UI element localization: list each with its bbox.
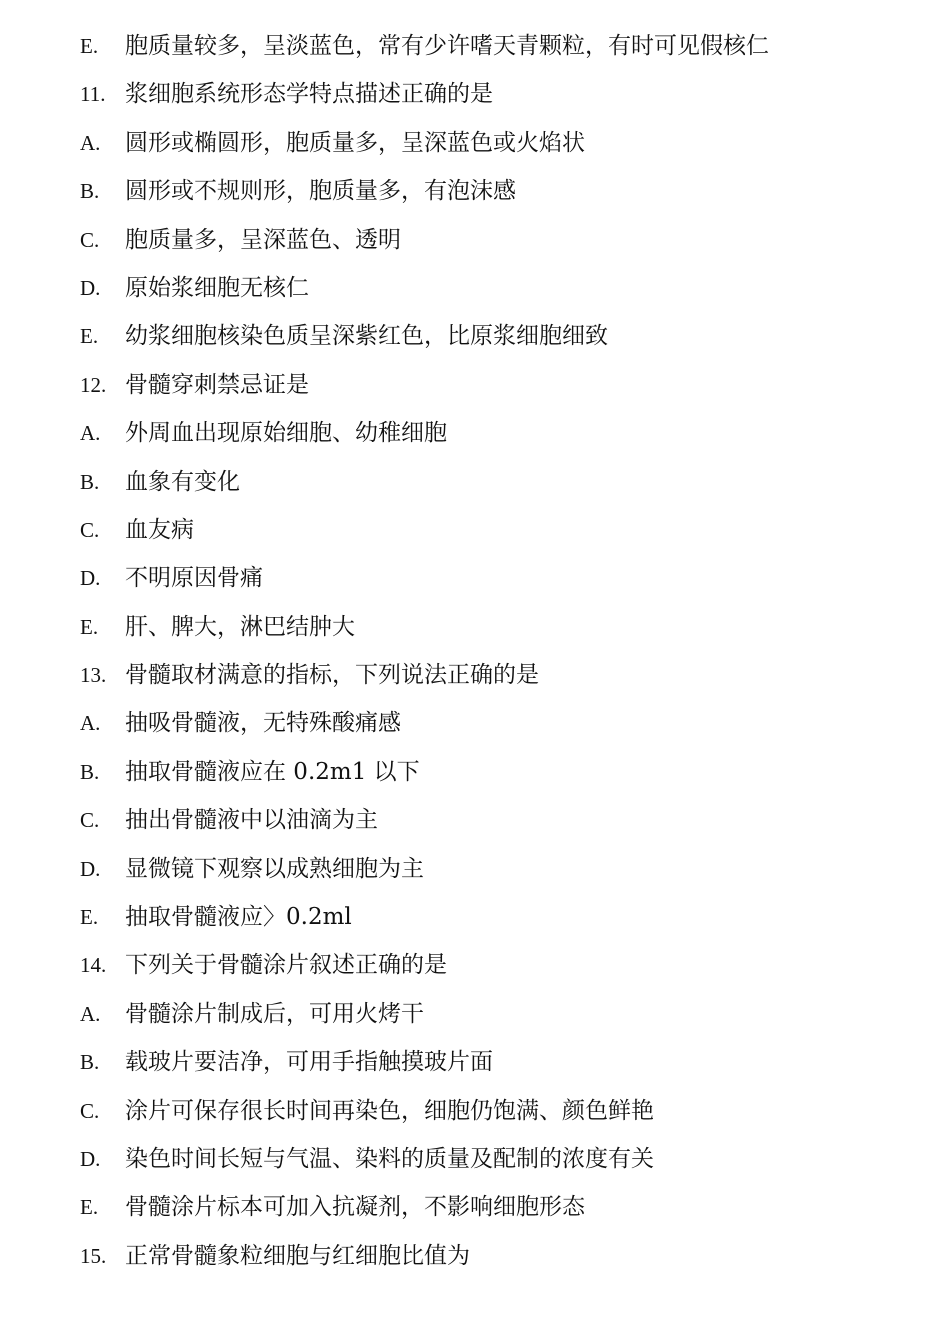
question-text: 下列关于骨髓涂片叙述正确的是 <box>125 952 447 979</box>
question-number: 11. <box>80 82 106 107</box>
option-text: 胞质量多，呈深蓝色、透明 <box>125 226 401 253</box>
option-line <box>80 409 920 457</box>
option-text: 涂片可保存很长时间再染色，细胞仍饱满、颜色鲜艳 <box>125 1097 654 1124</box>
option-label: C. <box>80 517 100 542</box>
question-text: 骨髓取材满意的指标，下列说法正确的是 <box>125 662 539 689</box>
option-label: E. <box>80 1195 99 1220</box>
question-text: 正常骨髓象粒细胞与红细胞比值为 <box>125 1242 470 1269</box>
option-line <box>80 167 920 215</box>
option-label: C. <box>80 1098 100 1123</box>
option-label: E. <box>80 614 99 639</box>
option-line <box>80 603 920 651</box>
option-text: 显微镜下观察以成熟细胞为主 <box>125 855 424 882</box>
question-number: 15. <box>80 1243 107 1268</box>
option-line <box>80 748 920 796</box>
option-label: D. <box>80 275 101 300</box>
option-text: 抽吸骨髓液，无特殊酸痛感 <box>125 710 401 737</box>
option-line <box>80 554 920 602</box>
option-text: 血象有变化 <box>125 468 240 495</box>
option-label: A. <box>80 711 101 736</box>
option-line <box>80 264 920 312</box>
option-line <box>80 119 920 167</box>
option-line <box>80 312 920 360</box>
option-text: 胞质量较多，呈淡蓝色，常有少许嗜天青颗粒，有时可见假核仁 <box>125 33 769 59</box>
option-line <box>80 893 920 941</box>
option-label: D. <box>80 1146 101 1171</box>
option-line <box>80 990 920 1038</box>
question-text: 浆细胞系统形态学特点描述正确的是 <box>125 81 493 108</box>
question-line <box>80 70 920 118</box>
option-text: 幼浆细胞核染色质呈深紫红色，比原浆细胞细致 <box>125 323 608 350</box>
option-text: 抽取骨髓液应在 0.2m1 以下 <box>125 758 420 785</box>
option-label: B. <box>80 1050 100 1075</box>
question-list <box>80 22 920 1280</box>
option-line <box>80 506 920 554</box>
option-text: 外周血出现原始细胞、幼稚细胞 <box>125 420 447 447</box>
question-number: 13. <box>80 663 107 688</box>
question-line <box>80 651 920 699</box>
option-line <box>80 1038 920 1086</box>
option-text: 染色时间长短与气温、染料的质量及配制的浓度有关 <box>125 1145 654 1172</box>
option-label: D. <box>80 566 101 591</box>
option-line <box>80 1087 920 1135</box>
option-line <box>80 1135 920 1183</box>
option-line <box>80 1183 920 1231</box>
option-text: 骨髓涂片标本可加入抗凝剂，不影响细胞形态 <box>125 1194 585 1221</box>
question-text: 骨髓穿刺禁忌证是 <box>125 371 309 398</box>
option-label: B. <box>80 179 100 204</box>
option-text: 抽取骨髓液应〉0.2ml <box>125 904 352 931</box>
option-text: 抽出骨髓液中以油滴为主 <box>125 807 378 834</box>
question-line <box>80 361 920 409</box>
option-text: 不明原因骨痛 <box>125 565 263 592</box>
option-line <box>80 22 920 70</box>
option-line <box>80 458 920 506</box>
option-line <box>80 216 920 264</box>
option-label: E. <box>80 34 99 58</box>
option-text: 肝、脾大，淋巴结肿大 <box>125 613 355 640</box>
question-line <box>80 1232 920 1280</box>
question-number: 14. <box>80 953 107 978</box>
option-label: A. <box>80 130 101 155</box>
option-label: C. <box>80 808 100 833</box>
option-line <box>80 699 920 747</box>
option-label: C. <box>80 227 100 252</box>
option-line <box>80 796 920 844</box>
option-label: A. <box>80 421 101 446</box>
option-label: B. <box>80 759 100 784</box>
option-text: 圆形或不规则形，胞质量多，有泡沫感 <box>125 178 516 205</box>
option-text: 血友病 <box>125 516 194 543</box>
option-line <box>80 845 920 893</box>
option-label: E. <box>80 324 99 349</box>
option-label: A. <box>80 1001 101 1026</box>
option-text: 骨髓涂片制成后，可用火烤干 <box>125 1000 424 1027</box>
option-label: B. <box>80 469 100 494</box>
option-text: 圆形或椭圆形，胞质量多，呈深蓝色或火焰状 <box>125 129 585 156</box>
question-number: 12. <box>80 372 107 397</box>
question-line <box>80 941 920 989</box>
option-label: D. <box>80 856 101 881</box>
option-text: 原始浆细胞无核仁 <box>125 274 309 301</box>
option-label: E. <box>80 905 99 930</box>
option-text: 载玻片要洁净，可用手指触摸玻片面 <box>125 1049 493 1076</box>
